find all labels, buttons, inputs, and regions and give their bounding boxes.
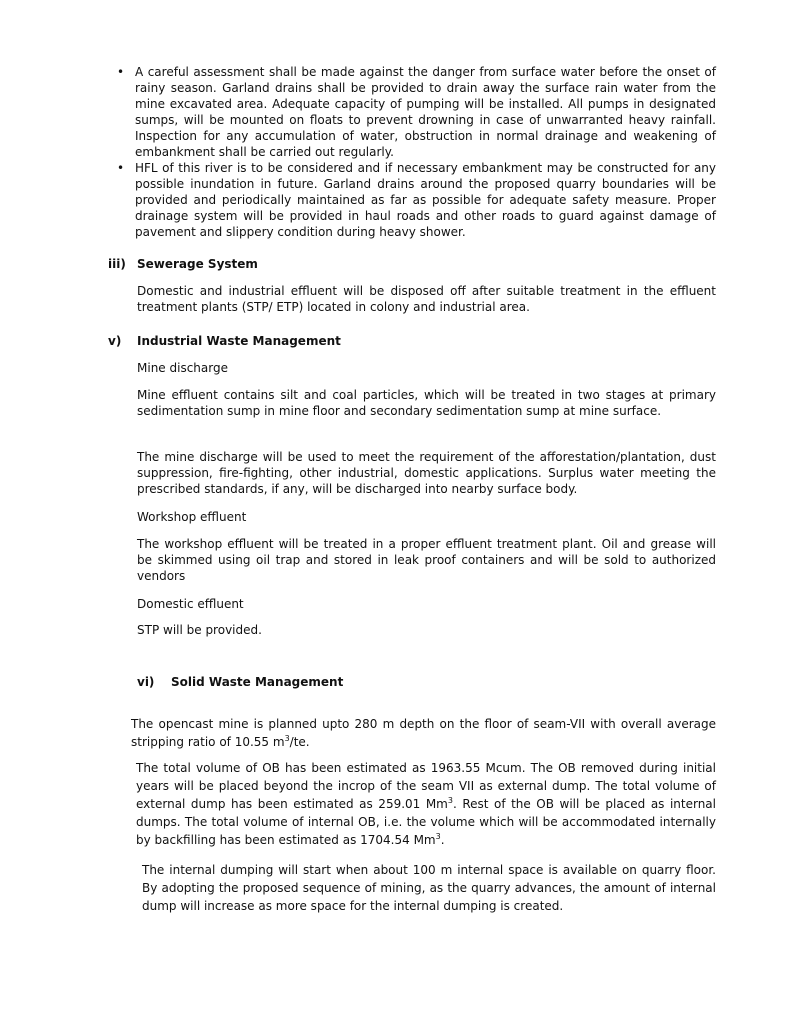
section-heading: Sewerage System	[137, 257, 258, 271]
subheading: Mine discharge	[137, 361, 228, 375]
text: /te.	[289, 735, 310, 749]
paragraph: The workshop effluent will be treated in a proper effluent treatment plant. Oil and grease will be skimmed using oil trap and stored in leak proof containers and will be sold to authorized vendors	[137, 537, 716, 583]
paragraph: Domestic and industrial effluent will be disposed off after suitable treatment in the effluent treatment plants (STP/ ETP) located in colony and industrial area.	[137, 284, 716, 314]
bullet-paragraph: HFL of this river is to be considered and if necessary embankment may be constructed for any possible inundation in future. Garland drains around the proposed quarry boundaries will be provided and periodically maintained as far as possible for adequate safety measure. Proper drainage system will be provided in haul roads and other roads to guard against damage of pavement and slippery condition during heavy shower.	[135, 161, 716, 239]
superscript: 3	[447, 796, 453, 805]
bullet-marker: •	[117, 161, 125, 175]
superscript: 3	[284, 734, 290, 743]
paragraph	[131, 715, 716, 751]
section-number: vi)	[137, 675, 155, 689]
section-number: iii)	[108, 257, 126, 271]
paragraph: The mine discharge will be used to meet the requirement of the afforestation/plantation, dust suppression, fire-fighting, other industrial, domestic applications. Surplus water meeting the prescribed standards, if any, will be discharged into nearby surface body.	[137, 450, 716, 496]
subheading: Domestic effluent	[137, 597, 244, 611]
superscript: 3	[435, 832, 441, 841]
text: The total volume of OB has been estimated as 1963.55 Mcum. The OB removed during initial years will be placed beyond the incrop of the seam VII as external dump. The total volume of external dump has been estimated as 259.01 Mm	[136, 761, 716, 811]
text: The opencast mine is planned upto 280 m depth on the floor of seam-VII with overall average stripping ratio of 10.55 m	[131, 717, 716, 749]
text: . Rest of the OB will be placed as internal dumps. The total volume of internal OB, i.e. the volume which will be accommodated internally by backfilling has been estimated as 1704.54 Mm	[136, 797, 716, 847]
paragraph	[136, 759, 716, 849]
paragraph: Mine effluent contains silt and coal particles, which will be treated in two stages at primary sedimentation sump in mine floor and secondary sedimentation sump at mine surface.	[137, 388, 716, 418]
section-heading: Industrial Waste Management	[137, 334, 341, 348]
paragraph: STP will be provided.	[137, 623, 262, 637]
subheading: Workshop effluent	[137, 510, 247, 524]
paragraph: The internal dumping will start when about 100 m internal space is available on quarry floor. By adopting the proposed sequence of mining, as the quarry advances, the amount of internal dump will increase as more space for the internal dumping is created.	[142, 863, 716, 913]
bullet-paragraph: A careful assessment shall be made against the danger from surface water before the onset of rainy season. Garland drains shall be provided to drain away the surface rain water from the mine excavated area. Adequate capacity of pumping will be installed. All pumps in designated sumps, will be mounted on floats to prevent drowning in case of unwarranted heavy rainfall. Inspection for any accumulation of water, obstruction in normal drainage and weakening of embankment shall be carried out regularly.	[135, 65, 716, 159]
text: .	[440, 833, 445, 847]
bullet-marker: •	[117, 65, 125, 79]
section-heading: Solid Waste Management	[171, 675, 344, 689]
section-number: v)	[108, 334, 122, 348]
